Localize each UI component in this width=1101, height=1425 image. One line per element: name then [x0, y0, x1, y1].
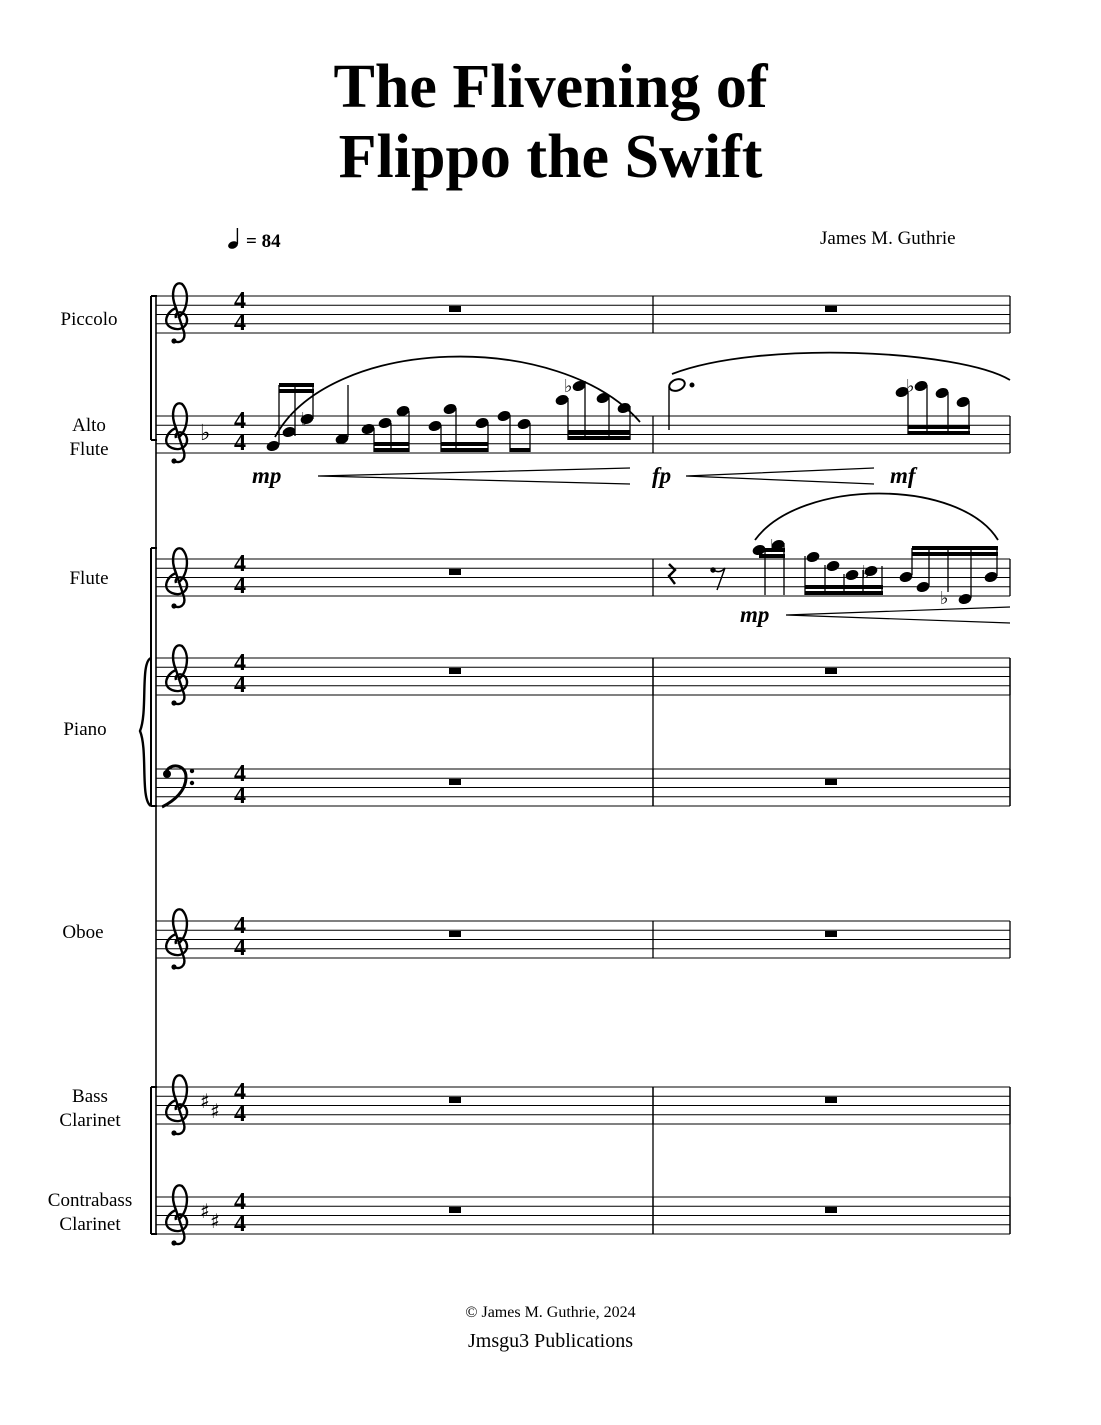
instrument-label-line: Contrabass [47, 1190, 133, 1211]
sharp-key-signature-icon: ♯ [200, 1089, 210, 1113]
note-head [443, 403, 457, 415]
title-line-2: Flippo the Swift [338, 123, 763, 191]
piano-treble-staff [156, 658, 1010, 695]
time-sig-top: 4 [234, 1189, 246, 1215]
note-head [617, 402, 631, 414]
dynamic-fp: fp [652, 463, 672, 488]
whole-rest [449, 668, 461, 674]
copyright-notice: © James M. Guthrie, 2024 [465, 1304, 636, 1321]
instrument-label-line: Flute [69, 439, 109, 460]
note-head [378, 417, 392, 429]
flat-accidental-icon: ♭ [564, 376, 573, 397]
whole-rest [449, 931, 461, 937]
crescendo-hairpin [318, 468, 630, 484]
measure-rests [449, 306, 837, 1213]
time-sig-bottom: 4 [234, 935, 246, 961]
time-sig-top: 4 [234, 408, 246, 434]
treble-clef-icon [166, 283, 187, 343]
bass-clef-icon [162, 766, 194, 807]
flat-accidental-icon: ♭ [770, 536, 779, 557]
phrase-slur [755, 494, 998, 541]
treble-clef-icon [166, 403, 187, 463]
note-head [916, 581, 930, 593]
sharp-key-signature-icon: ♯ [210, 1209, 220, 1233]
time-sig-top: 4 [234, 761, 246, 787]
crescendo-hairpin [786, 607, 1010, 623]
note-head [935, 387, 949, 399]
oboe-staff [156, 921, 1010, 958]
time-sig-bottom: 4 [234, 573, 246, 599]
whole-rest [825, 306, 837, 312]
note-head [958, 593, 972, 605]
treble-clef-icon [166, 548, 187, 608]
note-head [914, 380, 928, 392]
instrument-label-line: Alto [72, 415, 106, 436]
crescendo-hairpin [686, 468, 874, 484]
contrabass-clarinet-staff [156, 1197, 1010, 1234]
note-head [984, 571, 998, 583]
note-head [806, 551, 820, 563]
whole-rest [825, 1207, 837, 1213]
time-sig-bottom: 4 [234, 1101, 246, 1127]
note-head [428, 420, 442, 432]
alto-flute-measure-1-notes [266, 357, 640, 453]
piccolo-staff [156, 296, 1010, 333]
dynamic-mp: mp [740, 602, 770, 627]
sharp-key-signature-icon: ♯ [200, 1199, 210, 1223]
whole-rest [449, 569, 461, 575]
title-line-1: The Flivening of [333, 53, 768, 121]
whole-rest [449, 306, 461, 312]
instrument-label-line: Piano [63, 719, 107, 740]
whole-rest [825, 1097, 837, 1103]
publisher-name: Jmsgu3 Publications [467, 1330, 633, 1352]
piano-brace [140, 658, 151, 806]
flat-accidental-icon: ♭ [862, 562, 871, 583]
note-head [826, 560, 840, 572]
tempo-value: = 84 [246, 231, 281, 252]
whole-rest [825, 931, 837, 937]
piano-bass-staff [156, 769, 1010, 806]
time-sig-bottom: 4 [234, 430, 246, 456]
phrase-slur [672, 353, 1010, 380]
treble-clef-icon [166, 645, 187, 705]
note-head [361, 423, 375, 435]
flat-accidental-icon: ♭ [301, 409, 310, 430]
flat-key-signature-icon: ♭ [200, 421, 211, 446]
flat-accidental-icon: ♭ [906, 376, 915, 397]
flat-accidental-icon: ♭ [940, 588, 949, 609]
time-sig-bottom: 4 [234, 672, 246, 698]
flute-measure-2-notes [669, 494, 998, 610]
whole-rest [449, 1097, 461, 1103]
sharp-key-signature-icon: ♯ [210, 1099, 220, 1123]
time-signatures [234, 288, 246, 1237]
note-head [899, 571, 913, 583]
note-head [266, 440, 280, 452]
alto-flute-measure-2-notes [668, 353, 1010, 435]
treble-clef-icon [166, 1075, 187, 1135]
time-sig-top: 4 [234, 551, 246, 577]
note-head [845, 569, 859, 581]
time-sig-bottom: 4 [234, 1211, 246, 1237]
time-sig-top: 4 [234, 650, 246, 676]
half-note-head [668, 377, 687, 393]
whole-rest [449, 1207, 461, 1213]
instrument-label-line: Flute [69, 568, 109, 589]
whole-rest [825, 779, 837, 785]
note-head [956, 396, 970, 408]
instrument-label-line: Bass [72, 1086, 108, 1107]
note-head [282, 426, 296, 438]
time-sig-top: 4 [234, 913, 246, 939]
bass-clarinet-staff [156, 1087, 1010, 1124]
dynamic-mp: mp [252, 463, 282, 488]
time-sig-top: 4 [234, 288, 246, 314]
dynamic-mf: mf [890, 463, 916, 488]
time-sig-top: 4 [234, 1079, 246, 1105]
whole-rest [825, 668, 837, 674]
instrument-label-line: Piccolo [60, 309, 118, 330]
time-sig-bottom: 4 [234, 783, 246, 809]
note-head [475, 417, 489, 429]
treble-clef-icon [166, 1185, 187, 1245]
time-sig-bottom: 4 [234, 310, 246, 336]
instrument-label-line: Oboe [62, 922, 104, 943]
instrument-label-line: Clarinet [59, 1110, 121, 1131]
quarter-rest-icon [669, 564, 675, 584]
instrument-label-line: Clarinet [59, 1214, 121, 1235]
composer-name: James M. Guthrie [820, 228, 956, 249]
note-head [396, 405, 410, 417]
whole-rest [449, 779, 461, 785]
treble-clef-icon [166, 909, 187, 969]
note-head [497, 410, 511, 422]
note-head [517, 418, 531, 430]
